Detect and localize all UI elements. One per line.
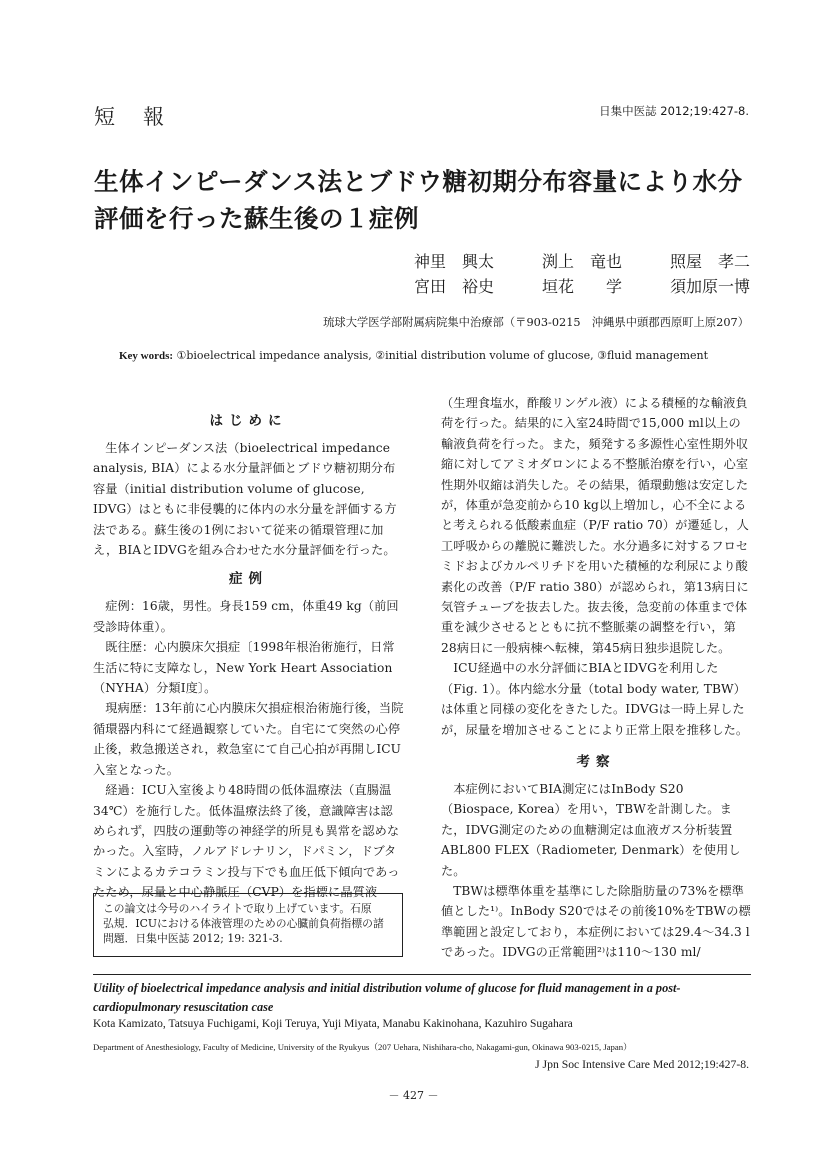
- case-continuation: （生理食塩水，酢酸リンゲル液）による積極的な輸液負荷を行った。結果的に入室24時間で15,000 ml以上の輸液負荷を行った。また，頻発する多源性心室性期外収縮に対してアミオダロンによる不整脈治療を行い，心室性期外収縮は消失した。その結果，循環動態は安定したが，体重が急変前から10 kg以上増加し，心不全によると考えられる低酸素血症（P/F ratio 70）が遷延し，人工呼吸からの離脱に難渋した。水分過多に対するフロセミドおよびカルペリチドを用いた積極的な利尿により酸素化の改善（P/F ratio 380）が認められ，第13病日に気管チューブを抜去した。抜去後，急変前の体重まで体重を減少させるとともに抗不整脈薬の調整を行い，第28病日に一般病棟へ転棟，第45病日独歩退院した。: [441, 396, 749, 655]
- case-heading: 症例: [229, 571, 268, 588]
- section-label: 短報: [94, 105, 192, 129]
- discussion-heading: 考察: [576, 753, 616, 770]
- case-paragraph: 現病歴：13年前に心内膜床欠損症根治術施行後，当院循環器内科にて経過観察していた。自宅にて突然の心停止後，救急搬送され，救急室にて自己心拍が再開しICU入室となった。: [93, 701, 404, 777]
- author-name: 神里 興太: [414, 252, 495, 271]
- author-list: [414, 249, 750, 299]
- intro-heading: はじめに: [209, 413, 288, 429]
- article-title: 生体インピーダンス法とブドウ糖初期分布容量により水分評価を行った蘇生後の１症例: [94, 167, 743, 233]
- english-title: Utility of bioelectrical impedance analysis and initial distribution volume of glucose for fluid management in a post-cardiopulmonary resuscitation case: [93, 981, 681, 1014]
- author-name: 渕上 竜也: [541, 252, 622, 271]
- english-affiliation: Department of Anesthesiology, Faculty of Medicine, University of the Ryukyus（207 Uehara, Nishihara-cho, Nakagami-gun, Okinawa 903-0215, Japan）: [93, 1042, 632, 1052]
- keywords-label: Key words:: [118, 350, 174, 362]
- author-name: 宮田 裕史: [414, 277, 495, 296]
- discussion-paragraph: 本症例においてBIA測定にはInBody S20（Biospace, Korea）を用い，TBWを計測した。また，IDVG測定のための血糖測定は血液ガス分析装置ABL800 FLEX（Radiometer, Denmark）を使用した。: [441, 781, 741, 878]
- right-column: [441, 393, 751, 963]
- divider: [93, 974, 751, 975]
- journal-reference: 日集中医誌 2012;19:427-8.: [599, 104, 749, 118]
- author-name: 垣花 学: [541, 277, 622, 296]
- keywords-text: ①bioelectrical impedance analysis, ②initial distribution volume of glucose, ③fluid management: [176, 349, 709, 362]
- affiliation: 琉球大学医学部附属病院集中治療部（〒903-0215 沖縄県中頭郡西原町上原207）: [323, 316, 749, 329]
- left-column: [93, 402, 404, 903]
- case-paragraph: 経過：ICU入室後より48時間の低体温療法（直腸温34℃）を施行した。低体温療法終了後，意識障害は認められず，四肢の運動等の神経学的所見も異常を認めなかった。入室時，ノルアドレナリン，ドパミン，ドブタミンによるカテコラミン投与下でも血圧低下傾向であったため，尿量と中心静脈圧（CVP）を指標に晶質液: [93, 783, 400, 900]
- page-number: － 427 －: [388, 1089, 439, 1102]
- author-name: 照屋 孝二: [669, 252, 750, 271]
- case-paragraph: 症例：16歳，男性。身長159 cm，体重49 kg（前回受診時体重）。: [93, 599, 399, 634]
- author-name: 須加原一博: [669, 277, 750, 296]
- english-citation: J Jpn Soc Intensive Care Med 2012;19:427-8.: [535, 1058, 749, 1071]
- keywords: [0, 349, 827, 362]
- author-row: [414, 249, 750, 274]
- case-paragraph: 既往歴：心内膜床欠損症〔1998年根治術施行，日常生活に特に支障なし，New York Heart Association（NYHA）分類Ⅰ度〕。: [93, 640, 395, 696]
- author-row: [414, 274, 750, 299]
- english-authors: Kota Kamizato, Tatsuya Fuchigami, Koji Teruya, Yuji Miyata, Manabu Kakinohana, Kazuhiro Sugahara: [93, 1018, 573, 1030]
- discussion-paragraph: TBWは標準体重を基準にした除脂肪量の73%を標準値とした¹⁾。InBody S20ではその前後10%をTBWの標準範囲と設定しており，本症例においては29.4～34.3 lであった。IDVGの正常範囲²⁾は110～130 ml/: [441, 883, 751, 960]
- intro-paragraph: 生体インピーダンス法（bioelectrical impedance analysis, BIA）による水分量評価とブドウ糖初期分布容量（initial distribution volume of glucose, IDVG）はともに非侵襲的に体内の水分量を評価する方法である。蘇生後の1例において従来の循環管理に加え，BIAとIDVGを組み合わせた水分量評価を行った。: [93, 441, 397, 558]
- fluid-assessment-paragraph: ICU経過中の水分評価にBIAとIDVGを利用した（Fig. 1）。体内総水分量（total body water, TBW）は体重と同様の変化をきたした。IDVGは一時上昇したが，尿量を増加させることにより正常上限を推移した。: [441, 661, 749, 737]
- highlight-note-box: この論文は今号のハイライトで取り上げています。石原 弘規．ICUにおける体液管理のための心臓前負荷指標の諸問題．日集中医誌 2012; 19: 321-3.: [93, 893, 403, 957]
